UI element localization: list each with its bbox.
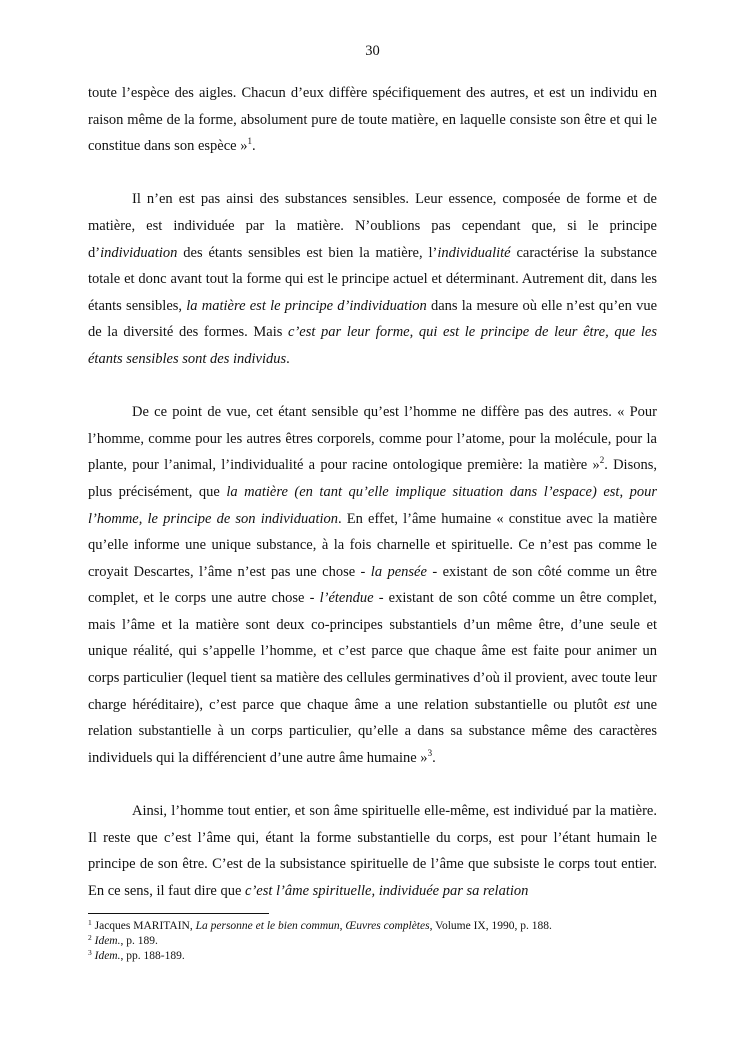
footnote-separator — [88, 913, 269, 914]
footnote-ref-2[interactable]: 2 — [599, 455, 605, 466]
footnote-2: $^2$ Idem., p. 189. — [88, 933, 158, 947]
body-text — [88, 80, 657, 904]
paragraph-2: Il n’en est pas ainsi des substances sensibles. Leur essence, composée de forme et de matière, est individuée par la matière. N’oublions pas cependant que, si le principe d’individuation des étants sensibles est bien la matière, l’individualité caractérise la substance totale et donc avant tout la forme qui est le principe actuel et déterminant. Autrement dit, dans les étants sensibles, la matière est le principe d’individuation dans la mesure où elle n’est qu’en vue de la diversité des formes. Mais c’est par leur forme, qui est le principe de leur être, que les étants sensibles sont des individus. — [88, 191, 658, 367]
footnote-1: $^1$ Jacques MARITAIN, La personne et le bien commun, Œuvres complètes, Volume IX, 1990, p. 188. — [88, 918, 552, 932]
paragraph-3: De ce point de vue, cet étant sensible qu’est l’homme ne diffère pas des autres. « Pour l’homme, comme pour les autres êtres corporels, comme pour l’atome, pour la molécule, pour la plante, pour l’animal, l’individualité a pour racine ontologique première: la matière »$^2$. Disons, plus précisément, que la matière (en tant qu’elle implique situation dans l’espace) est, pour l’homme, le principe de son individuation. En effet, l’âme humaine « constitue avec la matière qu’elle informe une unique substance, à la fois charnelle et spirituelle. Ce n’est pas comme le croyait Descartes, l’âme n’est pas une chose - la pensée - existant de son côté comme un être complet, et le corps une autre chose - l’étendue - existant de son côté comme un être complet, mais l’âme et la matière sont deux co-principes substantiels d’un même être, d’une seule et unique réalité, qui s’appelle l’homme, et c’est parce que chaque âme est faite pour animer un corps particulier (lequel tient sa matière des cellules germinatives d’où il provient, avec toute leur charge héréditaire), c’est parce que chaque âme a une relation substantielle ou plutôt est une relation substantielle à un corps particulier, qu’elle a dans sa substance même des caractères individuels qui la différencient d’une autre âme humaine »$^3$. — [88, 404, 657, 766]
page-number: 30 — [365, 43, 380, 59]
footnote-ref-3[interactable]: 3 — [427, 747, 433, 758]
footnote-3: $^3$ Idem., pp. 188-189. — [88, 948, 185, 962]
paragraph-1: toute l’espèce des aigles. Chacun d’eux diffère spécifiquement des autres, et est un individu en raison même de la forme, absolument pure de toute matière, en laquelle consiste son être et qui le constitue dans son espèce »$^1$. — [88, 85, 657, 155]
footnote-ref-1[interactable]: 1 — [247, 136, 252, 147]
footnotes — [88, 919, 657, 964]
paragraph-4: Ainsi, l’homme tout entier, et son âme spirituelle elle-même, est individué par la matière. Il reste que c’est l’âme qui, étant la forme substantielle du corps, est pour l’étant humain le principe de son être. C’est de la subsistance spirituelle de l’âme que subsiste le corps tout entier. En ce sens, il faut dire que c’est l’âme spirituelle, individuée par sa relation — [88, 803, 657, 899]
